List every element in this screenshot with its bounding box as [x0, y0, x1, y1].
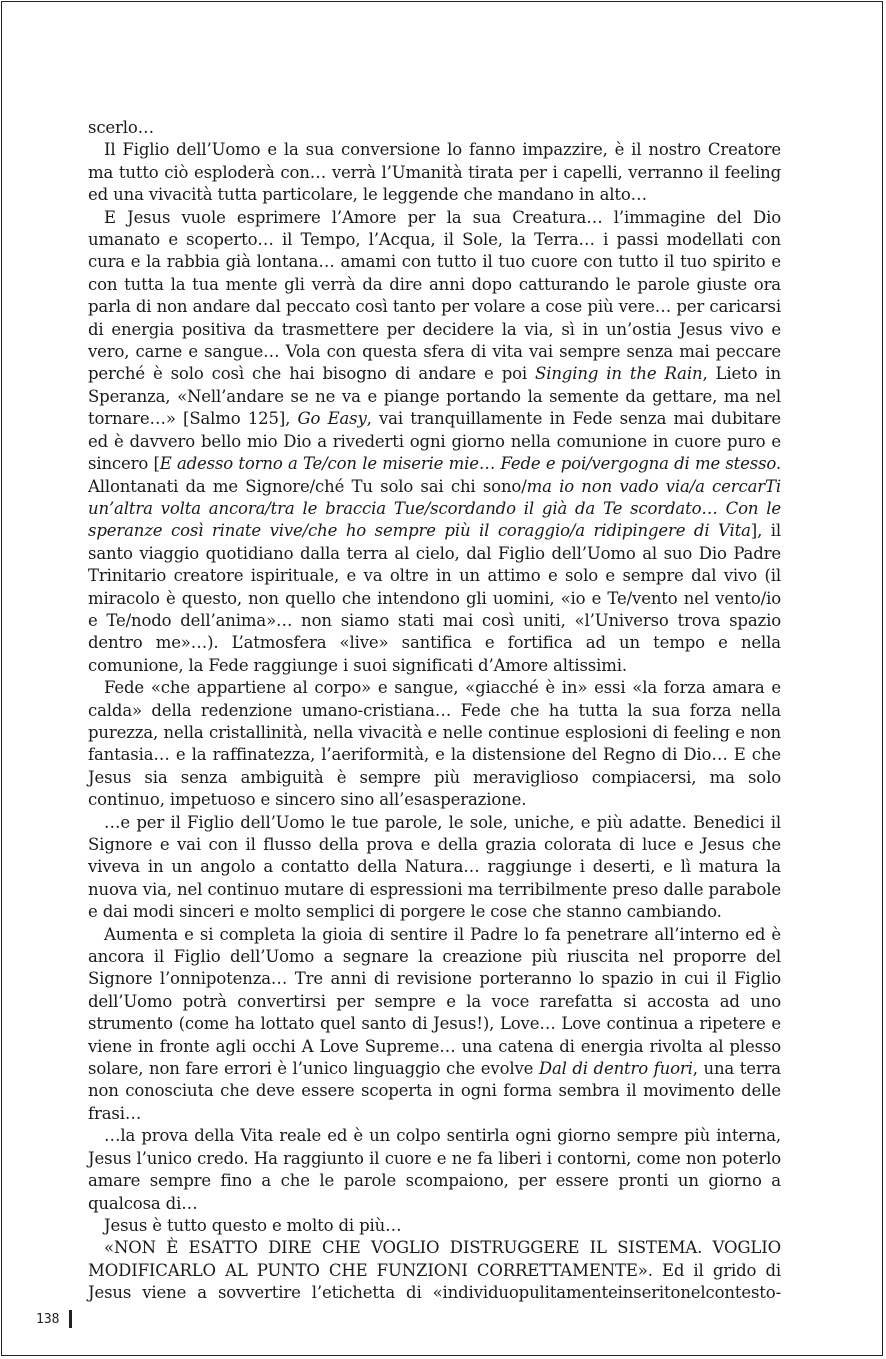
body-text	[88, 117, 781, 1305]
paragraph-5-text: …e per il Figlio dell’Uomo le tue parole, le sole, uniche, e più adatte. Benedici il Signore e vai con il flusso della prova e della grazia colorata di luce e Jesus che viveva in un angolo a contatto della Natura… raggiunge i deserti, e lì matura la nuova via, nel continuo mutare di espressioni ma terribilmente preso dalle parabole e dai modi sinceri e molto semplici di porgere le cose che stanno cambiando.	[88, 812, 781, 922]
paragraph-1	[88, 117, 781, 139]
paragraph-6-text: Aumenta e si completa la gioia di sentire il Padre lo fa penetrare all’interno ed è ancora il Figlio dell’Uomo a segnare la creazione più riuscita nel proporre del Signore l’onnipotenza… Tre anni di revisione porteranno lo spazio in cui il Figlio dell’Uomo potrà convertirsi per sempre e la voce rarefatta si accosta ad uno strumento (come ha lottato quel santo di Jesus!), Love… Love continua a ripetere e viene in fronte agli occhi A Love Supreme… una catena di energia rivolta al plesso solare, non fare errori è l’unico linguaggio che evolve	[88, 924, 781, 1079]
lyric-quote: ma io non vado via/a cercarTi un’altra volta ancora/tra le braccia Tue/scordando il già da Te scordato… Con le speranze così rinate vive/che ho sempre più il coraggio/a ridipingere di Vita	[88, 476, 782, 541]
paragraph-3-text: ], il santo viaggio quotidiano dalla terra al cielo, dal Figlio dell’Uomo al suo Dio Padre Trinitario creatore ispirituale, e va oltre in un attimo e solo e sempre dal vivo (il miracolo è questo, non quello che intendono gli uomini, «io e Te/vento nel vento/io e Te/nodo dell’anima»… non siamo stati mai così uniti, «l’Universo trova spazio dentro me»…). L’atmosfera «live» santifica e fortifica ad un tempo e nella comunione, la Fede raggiunge i suoi significati d’Amore altissimi.	[88, 521, 782, 675]
paragraph-9	[88, 1237, 781, 1304]
lyric-quote: E adesso torno a Te/con le miserie mie… Fede e poi/vergogna di me stesso.	[159, 454, 781, 474]
page-number: 138	[36, 1311, 60, 1327]
paragraph-7	[88, 1125, 781, 1215]
paragraph-4	[88, 677, 781, 811]
paragraph-3-text: Allontanati da me Signore/ché Tu solo sai chi sono/	[88, 476, 527, 496]
paragraph-3-text: E Jesus vuole esprimere l’Amore per la sua Creatura… l’immagine del Dio umanato e scoperto… il Tempo, l’Acqua, il Sole, la Terra… i passi modellati con cura e la rabbia già lontana… amami con tutto il tuo cuore con tutto il tuo spirito e con tutta la tua mente gli verrà da dire anni dopo catturando le parole giuste ora parla di non andare dal peccato così tanto per volare a cose più vere… per caricarsi di energia positiva da trasmettere per decidere la via, sì in un’ostia Jesus vivo e vero, carne e sangue… Vola con questa sfera di vita vai sempre senza mai peccare perché è solo così che hai bisogno di andare e poi	[88, 207, 781, 384]
paragraph-1-text: scerlo…	[88, 118, 155, 137]
paragraph-9-text: «NON È ESATTO DIRE CHE VOGLIO DISTRUGGERE IL SISTEMA. VOGLIO MODIFICARLO AL PUNTO CHE FUNZIONI CORRETTAMENTE». Ed il grido di Jesus viene a sovvertire l’etichetta di «individuopulitamenteinseritonelcontesto-	[88, 1238, 781, 1303]
footer-rule	[69, 1310, 72, 1328]
paragraph-8	[88, 1215, 781, 1237]
paragraph-3-text: , Lieto in Speranza, «Nell’andare se ne va e piange portando la semente da gettare, ma nel tornare…» [Salmo 125],	[88, 364, 781, 429]
paragraph-6	[88, 924, 781, 1126]
paragraph-3-text: , vai tranquillamente in Fede senza mai dubitare ed è davvero bello mio Dio a rivederti ogni giorno nella comunione in cuore puro e sincero [	[88, 409, 782, 474]
paragraph-8-text: Jesus è tutto questo e molto di più…	[104, 1215, 402, 1235]
song-title-singing-in-the-rain: Singing in the Rain	[535, 364, 703, 384]
paragraph-2-text: Il Figlio dell’Uomo e la sua conversione lo fanno impazzire, è il nostro Creatore ma tutto ciò esploderà con… verrà l’Umanità tirata per i capelli, verranno il feeling ed una vivacità tutta particolare, le leggende che mandano in alto…	[88, 140, 781, 205]
song-title-go-easy: Go Easy	[297, 409, 367, 429]
paragraph-3	[88, 207, 781, 678]
song-title-dal-di-dentro-fuori: Dal di dentro fuori	[538, 1059, 693, 1079]
paragraph-6-text: , una terra non conosciuta che deve essere scoperta in ogni forma sembra il movimento delle frasi…	[88, 1059, 781, 1123]
paragraph-2	[88, 139, 781, 206]
paragraph-5	[88, 812, 781, 924]
page-footer	[36, 1308, 72, 1330]
paragraph-4-text: Fede «che appartiene al corpo» e sangue, «giacché è in» essi «la forza amara e calda» della redenzione umano-cristiana… Fede che ha tutta la sua forza nella purezza, nella cristallinità, nella vivacità e nelle continue esplosioni di feeling e non fantasia… e la raffinatezza, l’aeriformità, e la distensione del Regno di Dio… E che Jesus sia senza ambiguità è sempre più meraviglioso compiacersi, ma solo continuo, impetuoso e sincero sino all’esasperazione.	[88, 678, 781, 810]
paragraph-7-text: …la prova della Vita reale ed è un colpo sentirla ogni giorno sempre più interna, Jesus l’unico credo. Ha raggiunto il cuore e ne fa liberi i contorni, come non poterlo amare sempre fino a che le parole scompaiono, per essere pronti un giorno a qualcosa di…	[88, 1126, 781, 1213]
